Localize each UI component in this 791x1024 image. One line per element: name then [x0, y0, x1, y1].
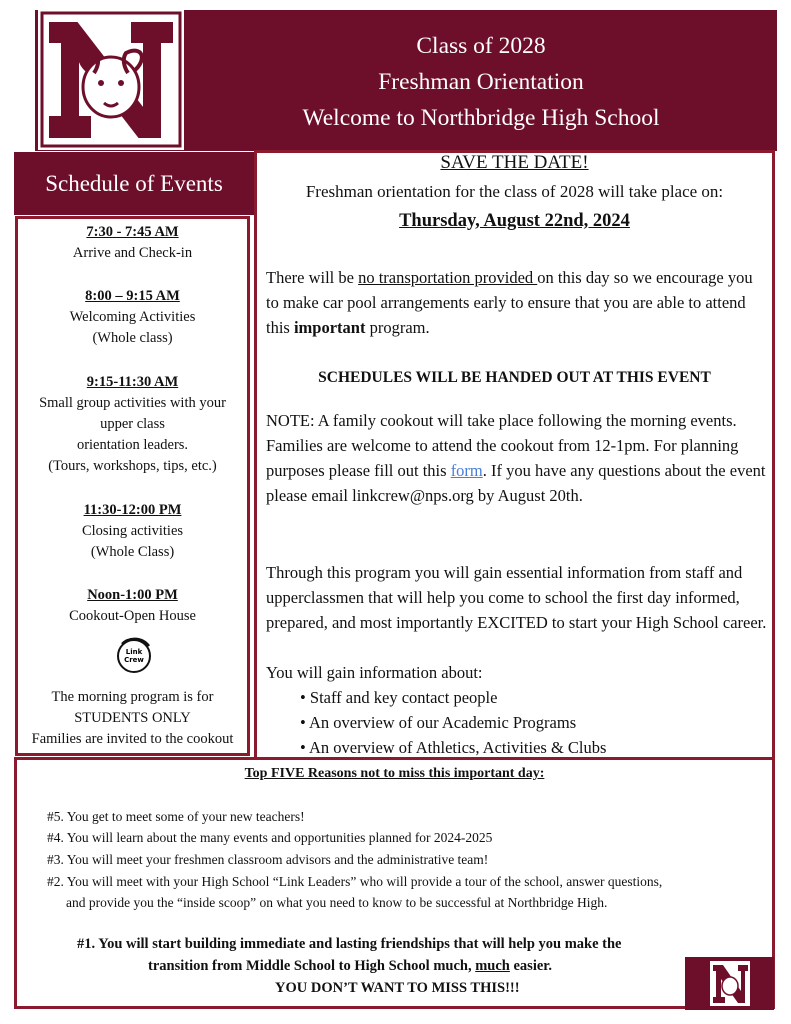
reason-4: #4. You will learn about the many events and opportunities planned for 2024-2025: [47, 830, 493, 845]
list-item: • An overview of Athletics, Activities & Clubs: [300, 738, 607, 757]
event-desc: (Whole class): [92, 330, 173, 346]
reason-2: #2. You will meet with your High School “Link Leaders” who will provide a tour of the school, answer questions,: [47, 874, 663, 889]
event-desc: Welcoming Activities: [69, 309, 196, 325]
header-title: [186, 28, 776, 136]
link-crew-icon: [113, 636, 157, 676]
reason-2-cont: and provide you the “inside scoop” on what you need to know to be successful at Northbridge High.: [66, 895, 608, 910]
corner-logo: [685, 957, 774, 1010]
reason-1-cont: transition from Middle School to High School much, much easier.: [148, 958, 553, 974]
event-desc: orientation leaders.: [76, 437, 189, 453]
reasons-title: Top FIVE Reasons not to miss this important day:: [244, 766, 545, 781]
schedule-title: Schedule of Events: [14, 152, 254, 215]
footer-line: The morning program is for: [51, 689, 214, 705]
intro-text: Freshman orientation for the class of 2028 will take place on:: [305, 182, 724, 201]
list-item: • An overview of our Academic Programs: [300, 713, 577, 732]
event-time: 11:30-12:00 PM: [83, 502, 182, 518]
note-paragraph: NOTE: A family cookout will take place following the morning events. Families are welcome to attend the cookout from 12-1pm. For planning purposes please fill out this form. If you have any questions about the event please email linkcrew@nps.org by August 20th.: [266, 411, 766, 505]
event-desc: Closing activities: [81, 523, 184, 539]
n-ram-small-icon: [685, 957, 774, 1010]
dont-miss-text: YOU DON’T WANT TO MISS THIS!!!: [275, 980, 520, 996]
save-the-date-heading: SAVE THE DATE!: [440, 152, 589, 173]
school-logo: [38, 9, 184, 150]
event-desc: Small group activities with your: [39, 395, 226, 411]
event-date: Thursday, August 22nd, 2024: [399, 211, 630, 231]
schedule-event: [15, 500, 250, 563]
through-paragraph: Through this program you will gain essential information from staff and upperclassmen that will help you come to school the first day informed, prepared, and most importantly EXCITED to start your High School career.: [266, 563, 767, 632]
event-time: 8:00 – 9:15 AM: [85, 288, 180, 304]
event-desc: upper class: [100, 416, 165, 432]
header-line-welcome: Welcome to Northbridge High School: [302, 105, 660, 131]
header-line-orientation: Freshman Orientation: [378, 69, 584, 95]
gain-heading: You will gain information about:: [266, 663, 483, 682]
schedule-event: [15, 585, 250, 627]
schedule-footer: [15, 687, 250, 750]
event-desc: (Tours, workshops, tips, etc.): [48, 458, 217, 474]
schedule-event: [15, 286, 250, 349]
bullet-list: [300, 685, 760, 760]
svg-text:Link: Link: [125, 648, 143, 656]
event-time: 7:30 - 7:45 AM: [86, 224, 179, 240]
footer-line: Families are invited to the cookout: [31, 731, 234, 747]
schedules-note: SCHEDULES WILL BE HANDED OUT AT THIS EVENT: [318, 369, 711, 386]
link-crew-logo: [113, 636, 157, 676]
reason-5: #5. You get to meet some of your new teachers!: [47, 809, 305, 824]
schedule-event: [15, 372, 250, 477]
svg-text:Crew: Crew: [124, 656, 144, 664]
form-link[interactable]: form: [450, 461, 483, 480]
event-desc: (Whole Class): [90, 544, 175, 560]
event-desc: Arrive and Check-in: [72, 245, 193, 261]
reason-1: #1. You will start building immediate and lasting friendships that will help you make the: [77, 936, 622, 952]
transport-paragraph: There will be no transportation provided on this day so we encourage you to make car pool arrangements early to ensure that you are able to attend this important program.: [266, 268, 753, 337]
header-line-class: Class of 2028: [416, 33, 546, 59]
event-time: 9:15-11:30 AM: [86, 374, 179, 390]
footer-line: STUDENTS ONLY: [74, 710, 191, 726]
list-item: • Staff and key contact people: [300, 688, 498, 707]
n-ram-logo-icon: [38, 9, 184, 150]
event-desc: Cookout-Open House: [69, 608, 196, 624]
event-time: Noon-1:00 PM: [87, 587, 178, 603]
reason-3: #3. You will meet your freshmen classroom advisors and the administrative team!: [47, 852, 489, 867]
schedule-event: [15, 222, 250, 264]
